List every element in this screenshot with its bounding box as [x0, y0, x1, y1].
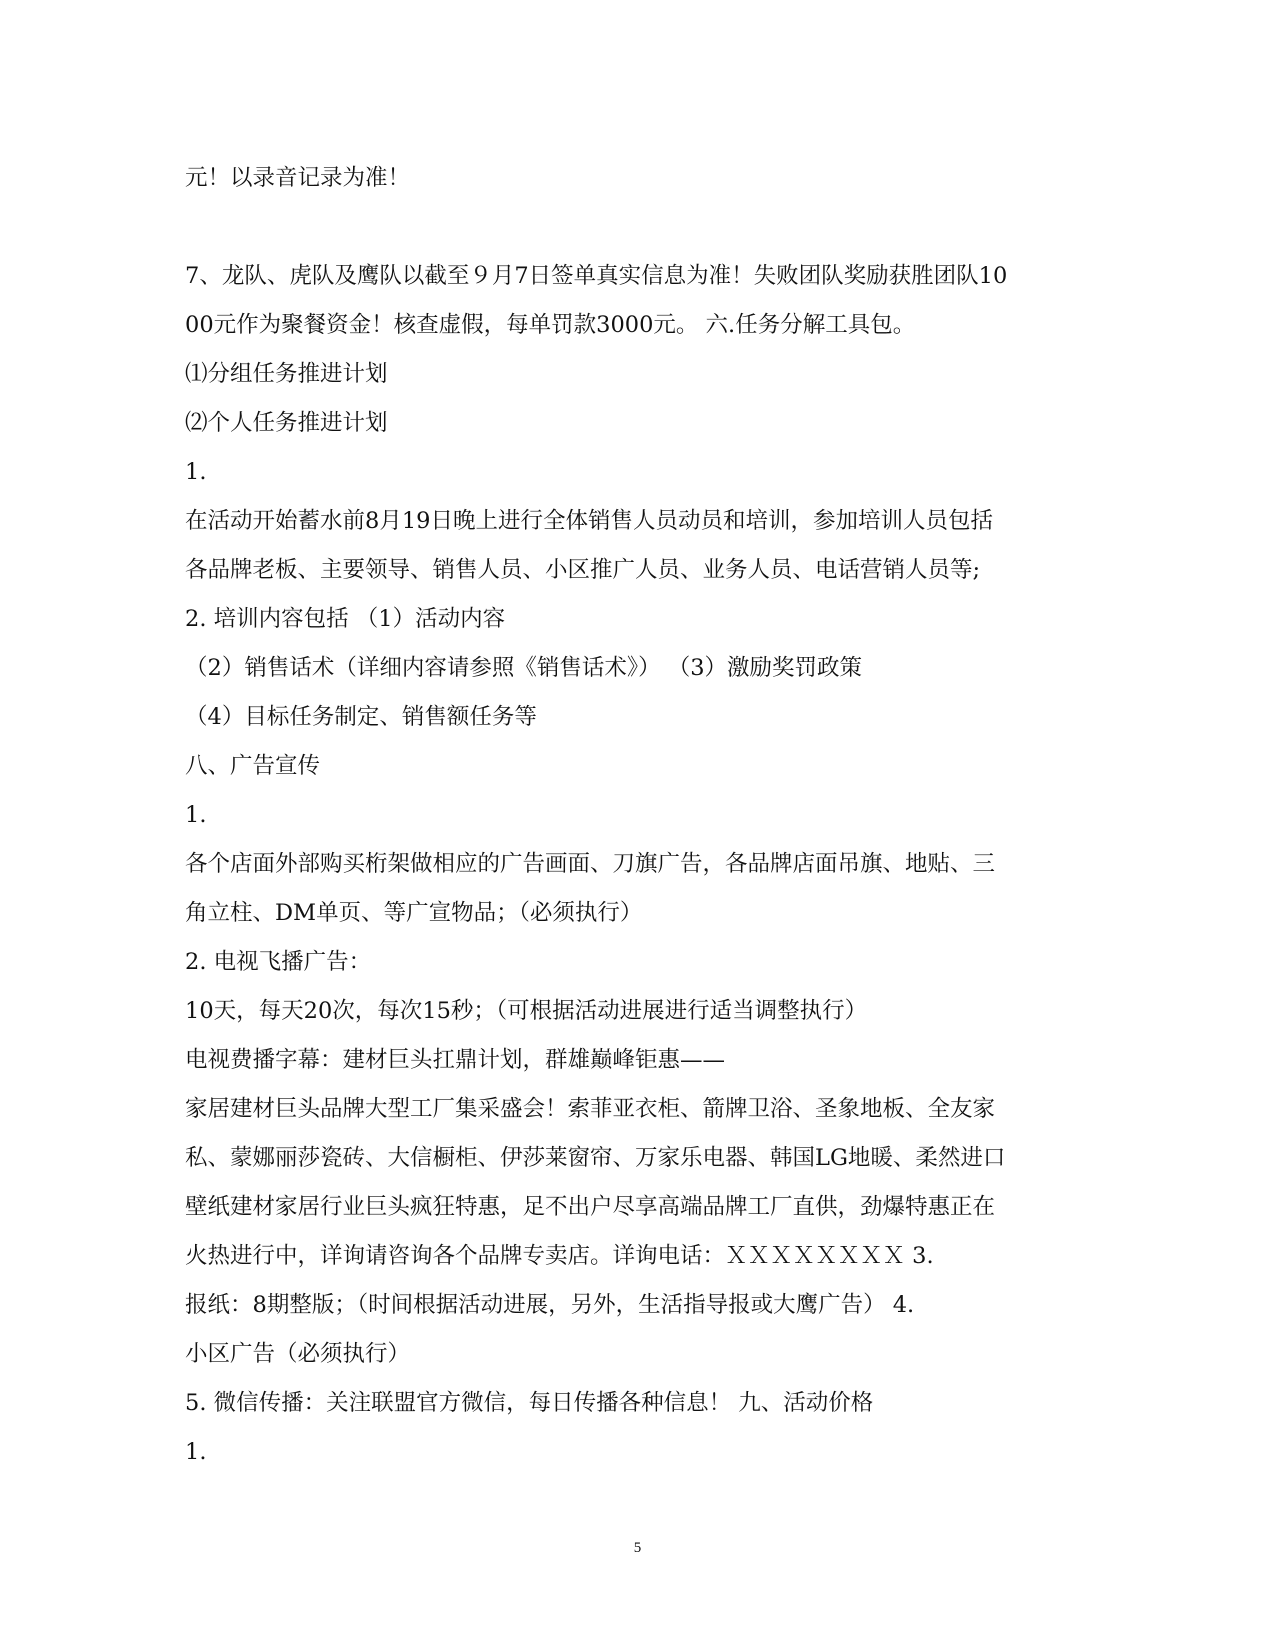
blank-line — [185, 203, 1085, 252]
text-line: 各品牌老板、主要领导、销售人员、小区推广人员、业务人员、电话营销人员等; — [185, 557, 981, 583]
text-line: 2. 电视飞播广告： — [185, 949, 372, 975]
text-line: 00元作为聚餐资金！核查虚假，每单罚款3000元。 六.任务分解工具包。 — [185, 312, 916, 338]
text-line: 火热进行中，详询请咨询各个品牌专卖店。详询电话：ＸＸＸＸＸＸＸＸ 3. — [185, 1243, 934, 1269]
text-line: 电视费播字幕：建材巨头扛鼎计划，群雄巅峰钜惠—— — [185, 1047, 726, 1073]
text-line: 2. 培训内容包括 （1）活动内容 — [185, 606, 506, 632]
text-line: 在活动开始蓄水前8月19日晚上进行全体销售人员动员和培训，参加培训人员包括 — [185, 508, 993, 534]
text-line: （2）销售话术（详细内容请参照《销售话术》） （3）激励奖罚政策 — [185, 655, 863, 681]
text-line: 角立柱、DM单页、等广宣物品；（必须执行） — [185, 900, 643, 926]
text-line: 各个店面外部购买桁架做相应的广告画面、刀旗广告，各品牌店面吊旗、地贴、三 — [185, 851, 996, 877]
text-line: ⑵个人任务推进计划 — [185, 410, 388, 436]
text-line: 小区广告（必须执行） — [185, 1341, 411, 1367]
text-line: 壁纸建材家居行业巨头疯狂特惠，足不出户尽享高端品牌工厂直供，劲爆特惠正在 — [185, 1194, 996, 1220]
text-line: 10天，每天20次，每次15秒；（可根据活动进展进行适当调整执行） — [185, 998, 868, 1024]
text-line: 5. 微信传播：关注联盟官方微信，每日传播各种信息！ 九、活动价格 — [185, 1390, 874, 1416]
text-line: 家居建材巨头品牌大型工厂集采盛会！索菲亚衣柜、箭牌卫浴、圣象地板、全友家 — [185, 1096, 996, 1122]
text-line: 7、龙队、虎队及鹰队以截至９月7日签单真实信息为准！失败团队奖励获胜团队10 — [185, 263, 1008, 289]
document-body — [185, 154, 1085, 1477]
page-number: 5 — [633, 1540, 642, 1556]
text-line: 1. — [185, 1439, 207, 1465]
text-line: 1. — [185, 802, 207, 828]
text-line: （4）目标任务制定、销售额任务等 — [185, 704, 537, 730]
text-line: 报纸：8期整版；（时间根据活动进展，另外，生活指导报或大鹰广告） 4. — [185, 1292, 915, 1318]
section-heading: 八、广告宣传 — [185, 753, 321, 779]
text-line: ⑴分组任务推进计划 — [185, 361, 388, 387]
text-line: 1. — [185, 459, 207, 485]
text-line: 私、蒙娜丽莎瓷砖、大信橱柜、伊莎莱窗帘、万家乐电器、韩国LG地暖、柔然进口 — [185, 1145, 1006, 1171]
text-line: 元！以录音记录为准！ — [185, 165, 411, 191]
